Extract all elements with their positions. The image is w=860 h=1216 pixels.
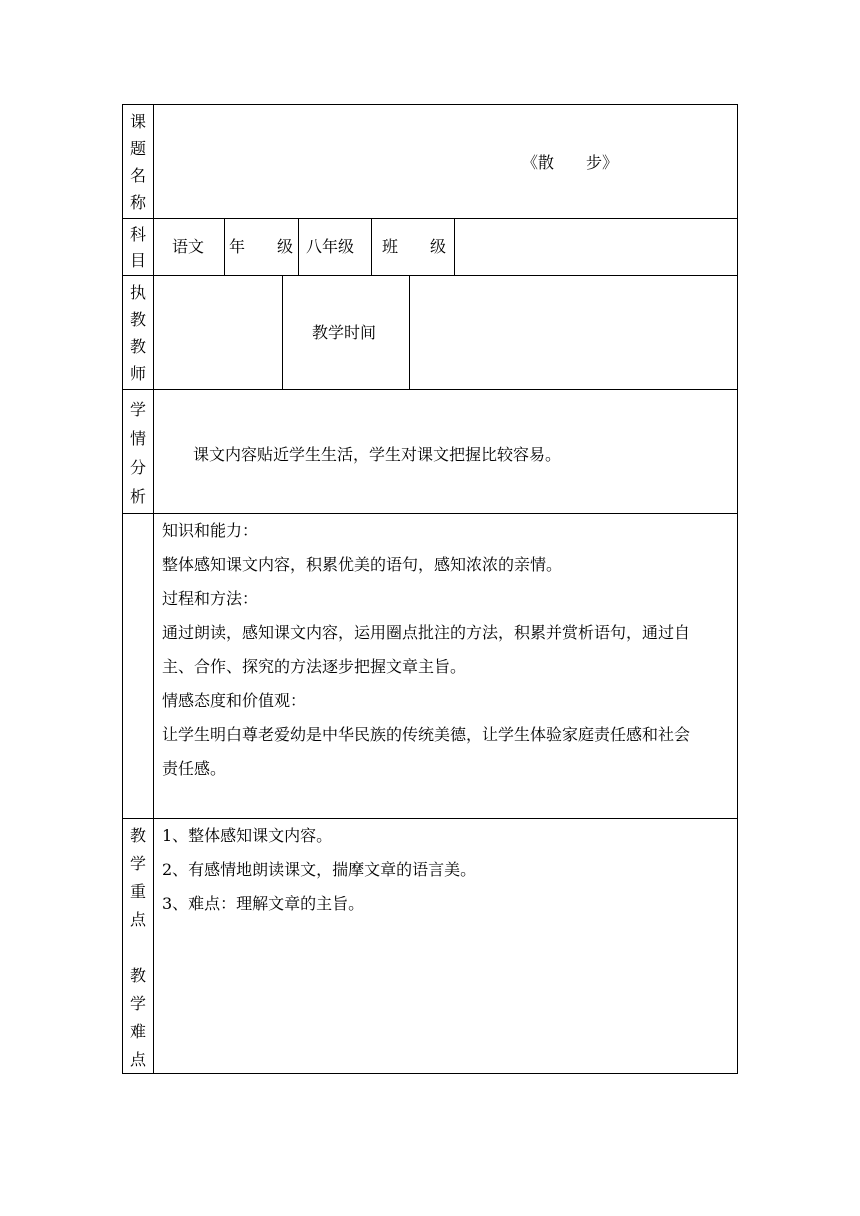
label-char: 学 (129, 400, 146, 419)
key-point-item: 3、难点：理解文章的主旨。 (162, 894, 365, 913)
subject-row-label (123, 222, 153, 274)
key-point-item: 1、整体感知课文内容。 (162, 826, 333, 845)
table-border-bottom (122, 1073, 738, 1074)
label-char: 析 (129, 487, 146, 506)
cell-divider (371, 218, 372, 275)
label-char: 称 (129, 193, 146, 212)
goals-line: 让学生明白尊老爱幼是中华民族的传统美德，让学生体验家庭责任感和社会 (162, 725, 691, 744)
row-divider (122, 513, 738, 514)
label-char: 师 (129, 364, 146, 383)
goals-line: 知识和能力： (162, 521, 259, 540)
label-char: 课 (129, 112, 146, 131)
teaching-time-label: 教学时间 (312, 323, 377, 342)
cell-divider (282, 275, 283, 389)
row-divider (122, 818, 738, 819)
goals-line: 过程和方法： (162, 589, 259, 608)
label-char: 点 (129, 910, 146, 929)
label-char: 题 (129, 139, 146, 158)
table-border-top (122, 104, 738, 105)
label-char: 教 (129, 826, 146, 845)
goals-line: 主、合作、探究的方法逐步把握文章主旨。 (162, 657, 467, 676)
title-row-label (123, 108, 153, 216)
label-char: 学 (129, 854, 146, 873)
goals-line: 整体感知课文内容，积累优美的语句，感知浓浓的亲情。 (162, 555, 563, 574)
label-char: 学 (129, 994, 146, 1013)
cell-divider (409, 275, 410, 389)
goals-line: 情感态度和价值观： (162, 691, 307, 710)
label-char: 教 (129, 310, 146, 329)
label-column-divider (153, 104, 154, 1074)
label-char: 重 (129, 882, 146, 901)
label-char: 教 (129, 337, 146, 356)
grade-label: 年 级 (229, 237, 294, 256)
label-char: 点 (129, 1050, 146, 1069)
row-divider (122, 275, 738, 276)
cell-divider (224, 218, 225, 275)
label-char: 目 (129, 251, 146, 270)
label-char: 名 (129, 166, 146, 185)
label-char: 分 (129, 458, 146, 477)
cell-divider (454, 218, 455, 275)
goals-line: 责任感。 (162, 759, 227, 778)
analysis-row-label (123, 395, 153, 511)
subject-value: 语文 (172, 237, 205, 256)
row-divider (122, 218, 738, 219)
cell-divider (298, 218, 299, 275)
row-divider (122, 389, 738, 390)
label-char: 执 (129, 283, 146, 302)
label-char: 科 (129, 225, 146, 244)
key-point-item: 2、有感情地朗读课文，揣摩文章的语言美。 (162, 860, 477, 879)
analysis-text: 课文内容贴近学生生活，学生对课文把握比较容易。 (193, 445, 562, 464)
key-points-label (123, 822, 153, 934)
class-label: 班 级 (382, 237, 447, 256)
table-border-right (737, 104, 738, 1074)
grade-value: 八年级 (306, 237, 355, 256)
label-char: 难 (129, 1022, 146, 1041)
difficulties-label (123, 962, 153, 1074)
lesson-title: 《散 步》 (522, 153, 619, 172)
goals-line: 通过朗读，感知课文内容，运用圈点批注的方法，积累并赏析语句，通过自 (162, 623, 691, 642)
teacher-row-label (123, 279, 153, 387)
label-char: 情 (129, 429, 146, 448)
label-char: 教 (129, 966, 146, 985)
